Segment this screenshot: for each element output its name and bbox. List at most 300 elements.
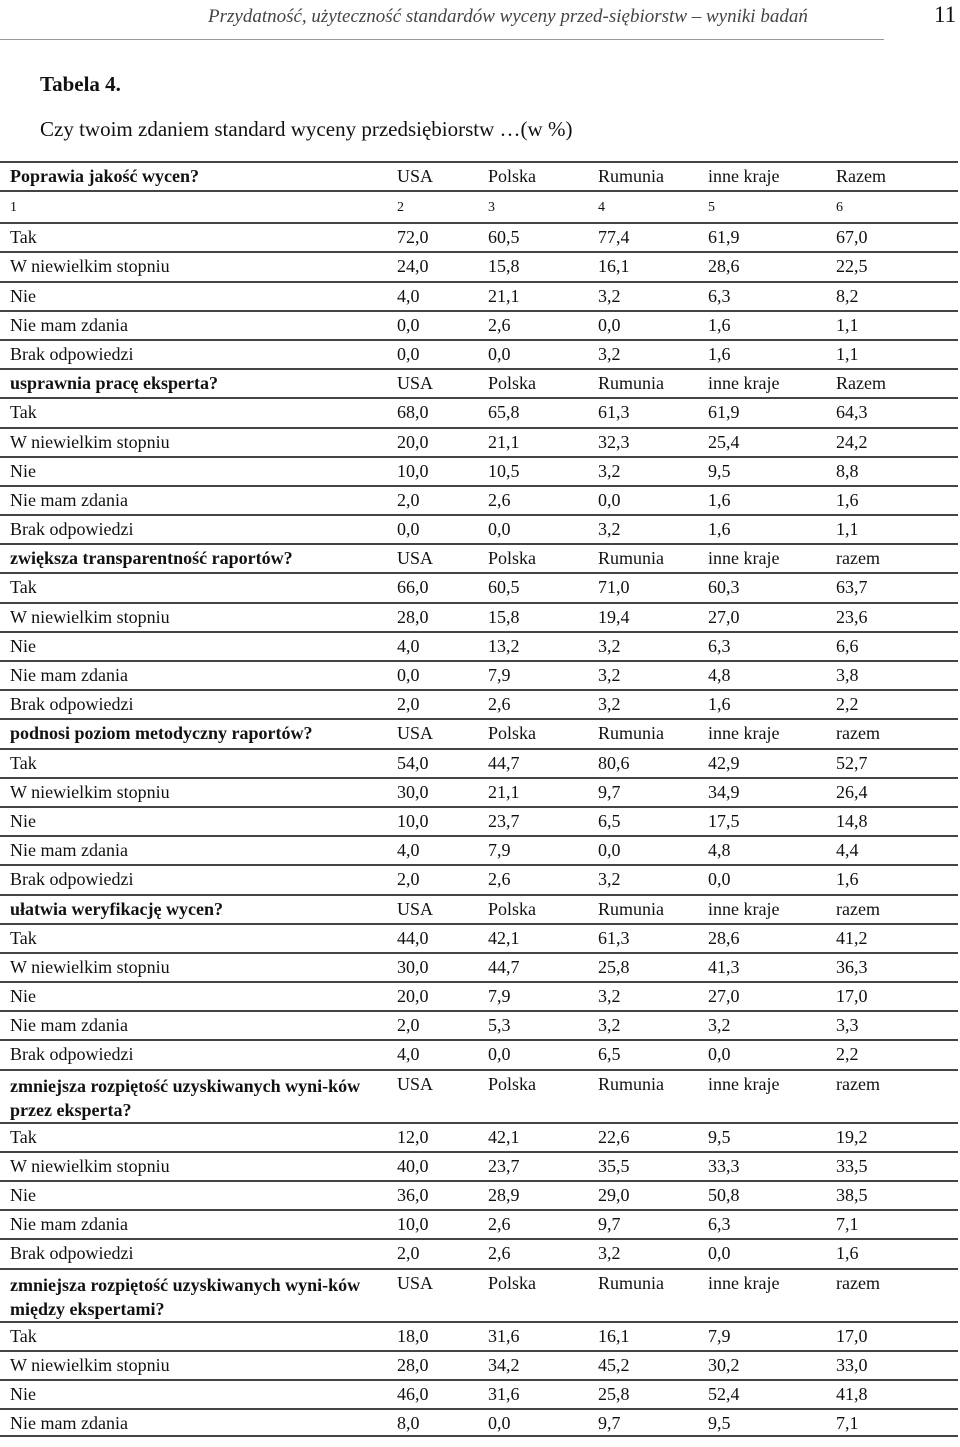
question-row — [0, 1268, 958, 1321]
question-row — [0, 1069, 958, 1122]
answer-label: Nie mam zdania — [10, 1413, 128, 1434]
percent-value: 7,9 — [708, 1325, 731, 1346]
percent-value: 1,6 — [708, 519, 731, 540]
percent-value: 33,0 — [836, 1354, 868, 1375]
percent-value: 10,0 — [397, 460, 429, 481]
column-header: Rumunia — [598, 166, 664, 186]
answer-label: Nie mam zdania — [10, 665, 128, 685]
percent-value: 1,6 — [708, 694, 731, 715]
percent-value: 6,5 — [598, 810, 621, 831]
percent-value: 6,5 — [598, 1044, 621, 1065]
percent-value: 61,3 — [598, 402, 630, 423]
running-title: Przydatność, użyteczność standardów wyceny przed-siębiorstw – wyniki badań — [208, 6, 808, 27]
column-header: Polska — [488, 723, 537, 744]
percent-value: 4,0 — [397, 840, 420, 861]
percent-value: 7,1 — [836, 1413, 859, 1434]
question-label: ułatwia weryfikację wycen? — [10, 898, 223, 919]
percent-value: 0,0 — [708, 869, 731, 890]
percent-value: 4,0 — [397, 635, 420, 656]
column-header: Polska — [488, 373, 537, 394]
column-number: 2 — [397, 200, 404, 216]
column-header: Rumunia — [598, 548, 664, 569]
percent-value: 25,8 — [598, 1383, 630, 1404]
percent-value: 30,0 — [397, 781, 429, 802]
percent-value: 0,0 — [598, 314, 621, 335]
answer-label: Brak odpowiedzi — [10, 1243, 134, 1264]
column-header: razem — [836, 1073, 880, 1094]
percent-value: 42,9 — [708, 752, 740, 773]
answer-label: Brak odpowiedzi — [10, 869, 134, 890]
answer-label: Tak — [10, 227, 37, 248]
table-row — [0, 1321, 958, 1350]
percent-value: 44,7 — [488, 956, 520, 977]
question-label: zmniejsza rozpiętość uzyskiwanych wyni-ków przez eksperta? — [10, 1075, 361, 1120]
percent-value: 9,7 — [598, 1214, 621, 1235]
table-row — [0, 572, 958, 601]
column-header: Razem — [836, 166, 886, 186]
percent-value: 3,2 — [598, 665, 621, 685]
percent-value: 27,0 — [708, 606, 740, 627]
percent-value: 36,0 — [397, 1185, 429, 1205]
percent-value: 44,0 — [397, 927, 429, 948]
percent-value: 31,6 — [488, 1383, 520, 1404]
percent-value: 7,9 — [488, 840, 511, 861]
percent-value: 42,1 — [488, 1126, 520, 1147]
percent-value: 9,5 — [708, 1413, 731, 1434]
percent-value: 44,7 — [488, 752, 520, 773]
question-label: Poprawia jakość wycen? — [10, 166, 199, 186]
percent-value: 20,0 — [397, 986, 429, 1007]
percent-value: 3,2 — [598, 519, 621, 540]
column-number-row — [0, 190, 958, 222]
table-row — [0, 864, 958, 893]
table-caption: Czy twoim zdaniem standard wyceny przedsiębiorstw …(w %) — [40, 117, 573, 141]
table-row — [0, 1122, 958, 1151]
percent-value: 3,8 — [836, 665, 859, 685]
percent-value: 0,0 — [708, 1243, 731, 1264]
percent-value: 23,7 — [488, 1155, 520, 1176]
answer-label: Nie — [10, 986, 36, 1007]
percent-value: 15,8 — [488, 256, 520, 277]
percent-value: 65,8 — [488, 402, 520, 423]
percent-value: 0,0 — [488, 343, 511, 364]
table-row — [0, 514, 958, 543]
column-header: USA — [397, 1073, 434, 1094]
percent-value: 40,0 — [397, 1155, 429, 1176]
answer-label: Nie mam zdania — [10, 314, 128, 335]
percent-value: 6,3 — [708, 1214, 731, 1235]
percent-value: 28,6 — [708, 927, 740, 948]
column-header: Polska — [488, 166, 537, 186]
question-row — [0, 368, 958, 397]
percent-value: 6,6 — [836, 635, 859, 656]
column-header: Rumunia — [598, 1073, 664, 1094]
percent-value: 1,6 — [836, 869, 859, 890]
answer-label: Nie — [10, 1185, 36, 1205]
percent-value: 2,6 — [488, 1243, 511, 1264]
percent-value: 2,0 — [397, 869, 420, 890]
answer-label: W niewielkim stopniu — [10, 256, 170, 277]
percent-value: 1,6 — [836, 489, 859, 510]
percent-value: 0,0 — [397, 519, 420, 540]
percent-value: 30,0 — [397, 956, 429, 977]
table-row — [0, 485, 958, 514]
table-row — [0, 602, 958, 631]
percent-value: 2,0 — [397, 1015, 420, 1036]
answer-label: Tak — [10, 752, 37, 773]
percent-value: 45,2 — [598, 1354, 630, 1375]
percent-value: 12,0 — [397, 1126, 429, 1147]
percent-value: 41,3 — [708, 956, 740, 977]
question-label: podnosi poziom metodyczny raportów? — [10, 723, 313, 744]
question-label: zmniejsza rozpiętość uzyskiwanych wyni-ków między ekspertami? — [10, 1274, 361, 1319]
answer-label: W niewielkim stopniu — [10, 781, 170, 802]
percent-value: 34,9 — [708, 781, 740, 802]
answer-label: Nie mam zdania — [10, 1015, 128, 1036]
column-header: razem — [836, 1272, 880, 1293]
table-row — [0, 689, 958, 718]
percent-value: 10,0 — [397, 810, 429, 831]
answer-label: W niewielkim stopniu — [10, 1155, 170, 1176]
column-header: USA — [397, 898, 434, 919]
percent-value: 9,5 — [708, 460, 731, 481]
table-row — [0, 777, 958, 806]
percent-value: 15,8 — [488, 606, 520, 627]
percent-value: 5,3 — [488, 1015, 511, 1036]
table-row — [0, 427, 958, 456]
percent-value: 77,4 — [598, 227, 630, 248]
percent-value: 23,6 — [836, 606, 868, 627]
table-row — [0, 952, 958, 981]
percent-value: 7,9 — [488, 986, 511, 1007]
percent-value: 10,5 — [488, 460, 520, 481]
percent-value: 80,6 — [598, 752, 630, 773]
percent-value: 63,7 — [836, 577, 868, 598]
percent-value: 4,0 — [397, 1044, 420, 1065]
answer-label: Nie mam zdania — [10, 489, 128, 510]
percent-value: 0,0 — [397, 343, 420, 364]
percent-value: 1,6 — [708, 343, 731, 364]
percent-value: 66,0 — [397, 577, 429, 598]
percent-value: 61,9 — [708, 402, 740, 423]
answer-label: Nie — [10, 460, 36, 481]
percent-value: 3,2 — [598, 343, 621, 364]
percent-value: 61,3 — [598, 927, 630, 948]
percent-value: 24,2 — [836, 431, 868, 452]
table-row — [0, 923, 958, 952]
column-header: Polska — [488, 548, 537, 569]
percent-value: 26,4 — [836, 781, 868, 802]
table-row — [0, 806, 958, 835]
percent-value: 21,1 — [488, 781, 520, 802]
percent-value: 27,0 — [708, 986, 740, 1007]
percent-value: 42,1 — [488, 927, 520, 948]
column-header: USA — [397, 548, 434, 569]
column-number: 3 — [488, 200, 495, 216]
table-row — [0, 835, 958, 864]
percent-value: 28,0 — [397, 1354, 429, 1375]
percent-value: 38,5 — [836, 1185, 868, 1205]
percent-value: 2,2 — [836, 1044, 859, 1065]
answer-label: W niewielkim stopniu — [10, 431, 170, 452]
column-header: razem — [836, 898, 880, 919]
percent-value: 14,8 — [836, 810, 868, 831]
percent-value: 21,1 — [488, 431, 520, 452]
column-header: USA — [397, 166, 434, 186]
percent-value: 19,4 — [598, 606, 630, 627]
table-row — [0, 339, 958, 368]
column-header: Rumunia — [598, 1272, 664, 1293]
answer-label: Tak — [10, 577, 37, 598]
percent-value: 52,7 — [836, 752, 868, 773]
percent-value: 24,0 — [397, 256, 429, 277]
answer-label: W niewielkim stopniu — [10, 1354, 170, 1375]
percent-value: 0,0 — [488, 1413, 511, 1434]
question-label: usprawnia pracę eksperta? — [10, 373, 218, 394]
running-head — [0, 0, 960, 40]
percent-value: 20,0 — [397, 431, 429, 452]
percent-value: 2,6 — [488, 314, 511, 335]
percent-value: 60,3 — [708, 577, 740, 598]
table-row — [0, 222, 958, 251]
percent-value: 2,6 — [488, 489, 511, 510]
percent-value: 3,2 — [598, 1243, 621, 1264]
percent-value: 21,1 — [488, 285, 520, 306]
table-row — [0, 1151, 958, 1180]
table-row — [0, 1180, 958, 1209]
percent-value: 4,0 — [397, 285, 420, 306]
table-row — [0, 1350, 958, 1379]
percent-value: 2,6 — [488, 694, 511, 715]
percent-value: 28,9 — [488, 1185, 520, 1205]
percent-value: 9,5 — [708, 1126, 731, 1147]
percent-value: 36,3 — [836, 956, 868, 977]
answer-label: Brak odpowiedzi — [10, 343, 134, 364]
percent-value: 1,6 — [708, 489, 731, 510]
answer-label: Brak odpowiedzi — [10, 694, 134, 715]
answer-label: Brak odpowiedzi — [10, 519, 134, 540]
percent-value: 0,0 — [708, 1044, 731, 1065]
question-row — [0, 543, 958, 572]
answer-label: W niewielkim stopniu — [10, 956, 170, 977]
percent-value: 7,9 — [488, 665, 511, 685]
table-row — [0, 397, 958, 426]
percent-value: 18,0 — [397, 1325, 429, 1346]
column-header: inne kraje — [708, 166, 780, 186]
answer-label: Tak — [10, 1126, 37, 1147]
percent-value: 46,0 — [397, 1383, 429, 1404]
percent-value: 31,6 — [488, 1325, 520, 1346]
column-number: 5 — [708, 200, 715, 216]
column-number: 4 — [598, 200, 605, 216]
percent-value: 28,0 — [397, 606, 429, 627]
percent-value: 4,8 — [708, 665, 731, 685]
percent-value: 22,5 — [836, 256, 868, 277]
percent-value: 41,2 — [836, 927, 868, 948]
answer-label: Brak odpowiedzi — [10, 1044, 134, 1065]
percent-value: 3,2 — [598, 1015, 621, 1036]
table-row — [0, 1209, 958, 1238]
percent-value: 9,7 — [598, 1413, 621, 1434]
column-header: Rumunia — [598, 723, 664, 744]
column-header: inne kraje — [708, 373, 780, 394]
column-header: Razem — [836, 373, 886, 394]
table-label: Tabela 4. — [40, 72, 121, 96]
percent-value: 0,0 — [598, 489, 621, 510]
percent-value: 60,5 — [488, 227, 520, 248]
table-row — [0, 251, 958, 280]
answer-label: Nie — [10, 635, 36, 656]
table-row — [0, 1379, 958, 1408]
percent-value: 10,0 — [397, 1214, 429, 1235]
percent-value: 4,4 — [836, 840, 859, 861]
column-number: 6 — [836, 200, 843, 216]
question-row — [0, 718, 958, 747]
percent-value: 1,6 — [836, 1243, 859, 1264]
percent-value: 8,0 — [397, 1413, 420, 1434]
table-row — [0, 660, 958, 689]
percent-value: 0,0 — [397, 665, 420, 685]
answer-label: W niewielkim stopniu — [10, 606, 170, 627]
percent-value: 16,1 — [598, 256, 630, 277]
column-header: inne kraje — [708, 548, 780, 569]
percent-value: 1,6 — [708, 314, 731, 335]
table-row — [0, 1408, 958, 1437]
question-row — [0, 894, 958, 923]
table-row — [0, 1238, 958, 1267]
percent-value: 2,6 — [488, 869, 511, 890]
percent-value: 2,0 — [397, 1243, 420, 1264]
percent-value: 19,2 — [836, 1126, 868, 1147]
percent-value: 3,3 — [836, 1015, 859, 1036]
percent-value: 71,0 — [598, 577, 630, 598]
column-header: inne kraje — [708, 1073, 780, 1094]
question-label: zwiększa transparentność raportów? — [10, 548, 293, 569]
percent-value: 34,2 — [488, 1354, 520, 1375]
percent-value: 68,0 — [397, 402, 429, 423]
percent-value: 2,2 — [836, 694, 859, 715]
percent-value: 52,4 — [708, 1383, 740, 1404]
percent-value: 1,1 — [836, 519, 859, 540]
answer-label: Nie — [10, 1383, 36, 1404]
percent-value: 0,0 — [488, 1044, 511, 1065]
percent-value: 1,1 — [836, 314, 859, 335]
percent-value: 17,5 — [708, 810, 740, 831]
column-header: USA — [397, 723, 434, 744]
percent-value: 25,8 — [598, 956, 630, 977]
question-row — [0, 161, 958, 190]
percent-value: 3,2 — [598, 285, 621, 306]
percent-value: 61,9 — [708, 227, 740, 248]
answer-label: Tak — [10, 402, 37, 423]
column-header: Polska — [488, 1073, 537, 1094]
percent-value: 3,2 — [598, 986, 621, 1007]
table-row — [0, 631, 958, 660]
percent-value: 2,6 — [488, 1214, 511, 1235]
table-row — [0, 748, 958, 777]
column-header: USA — [397, 373, 434, 394]
percent-value: 9,7 — [598, 781, 621, 802]
answer-label: Nie mam zdania — [10, 1214, 128, 1235]
percent-value: 16,1 — [598, 1325, 630, 1346]
column-header: Rumunia — [598, 898, 664, 919]
page-number: 11 — [934, 2, 957, 27]
column-header: USA — [397, 1272, 434, 1293]
percent-value: 7,1 — [836, 1214, 859, 1235]
percent-value: 6,3 — [708, 285, 731, 306]
percent-value: 72,0 — [397, 227, 429, 248]
answer-label: Nie mam zdania — [10, 840, 128, 861]
percent-value: 50,8 — [708, 1185, 740, 1205]
percent-value: 2,0 — [397, 694, 420, 715]
percent-value: 6,3 — [708, 635, 731, 656]
column-header: inne kraje — [708, 723, 780, 744]
percent-value: 54,0 — [397, 752, 429, 773]
column-header: Rumunia — [598, 373, 664, 394]
table-row — [0, 981, 958, 1010]
percent-value: 4,8 — [708, 840, 731, 861]
column-header: razem — [836, 723, 880, 744]
header-rule — [0, 39, 884, 40]
percent-value: 28,6 — [708, 256, 740, 277]
percent-value: 60,5 — [488, 577, 520, 598]
percent-value: 35,5 — [598, 1155, 630, 1176]
column-header: Polska — [488, 898, 537, 919]
percent-value: 3,2 — [598, 635, 621, 656]
percent-value: 13,2 — [488, 635, 520, 656]
table-row — [0, 310, 958, 339]
percent-value: 33,3 — [708, 1155, 740, 1176]
percent-value: 3,2 — [598, 460, 621, 481]
percent-value: 3,2 — [598, 869, 621, 890]
percent-value: 17,0 — [836, 986, 868, 1007]
column-header: Polska — [488, 1272, 537, 1293]
table-row — [0, 1010, 958, 1039]
percent-value: 25,4 — [708, 431, 740, 452]
table-row — [0, 1039, 958, 1068]
percent-value: 3,2 — [708, 1015, 731, 1036]
percent-value: 29,0 — [598, 1185, 630, 1205]
answer-label: Tak — [10, 1325, 37, 1346]
column-header: razem — [836, 548, 880, 569]
table-row — [0, 456, 958, 485]
percent-value: 1,1 — [836, 343, 859, 364]
answer-label: Tak — [10, 927, 37, 948]
percent-value: 17,0 — [836, 1325, 868, 1346]
table-row — [0, 281, 958, 310]
percent-value: 0,0 — [598, 840, 621, 861]
answer-label: Nie — [10, 285, 36, 306]
column-header: inne kraje — [708, 898, 780, 919]
percent-value: 22,6 — [598, 1126, 630, 1147]
percent-value: 33,5 — [836, 1155, 868, 1176]
percent-value: 41,8 — [836, 1383, 868, 1404]
percent-value: 0,0 — [397, 314, 420, 335]
percent-value: 67,0 — [836, 227, 868, 248]
percent-value: 3,2 — [598, 694, 621, 715]
percent-value: 2,0 — [397, 489, 420, 510]
percent-value: 23,7 — [488, 810, 520, 831]
percent-value: 8,8 — [836, 460, 859, 481]
answer-label: Nie — [10, 810, 36, 831]
column-number: 1 — [10, 200, 17, 216]
column-header: inne kraje — [708, 1272, 780, 1293]
percent-value: 8,2 — [836, 285, 859, 306]
percent-value: 32,3 — [598, 431, 630, 452]
percent-value: 30,2 — [708, 1354, 740, 1375]
percent-value: 64,3 — [836, 402, 868, 423]
survey-table — [0, 161, 958, 1437]
